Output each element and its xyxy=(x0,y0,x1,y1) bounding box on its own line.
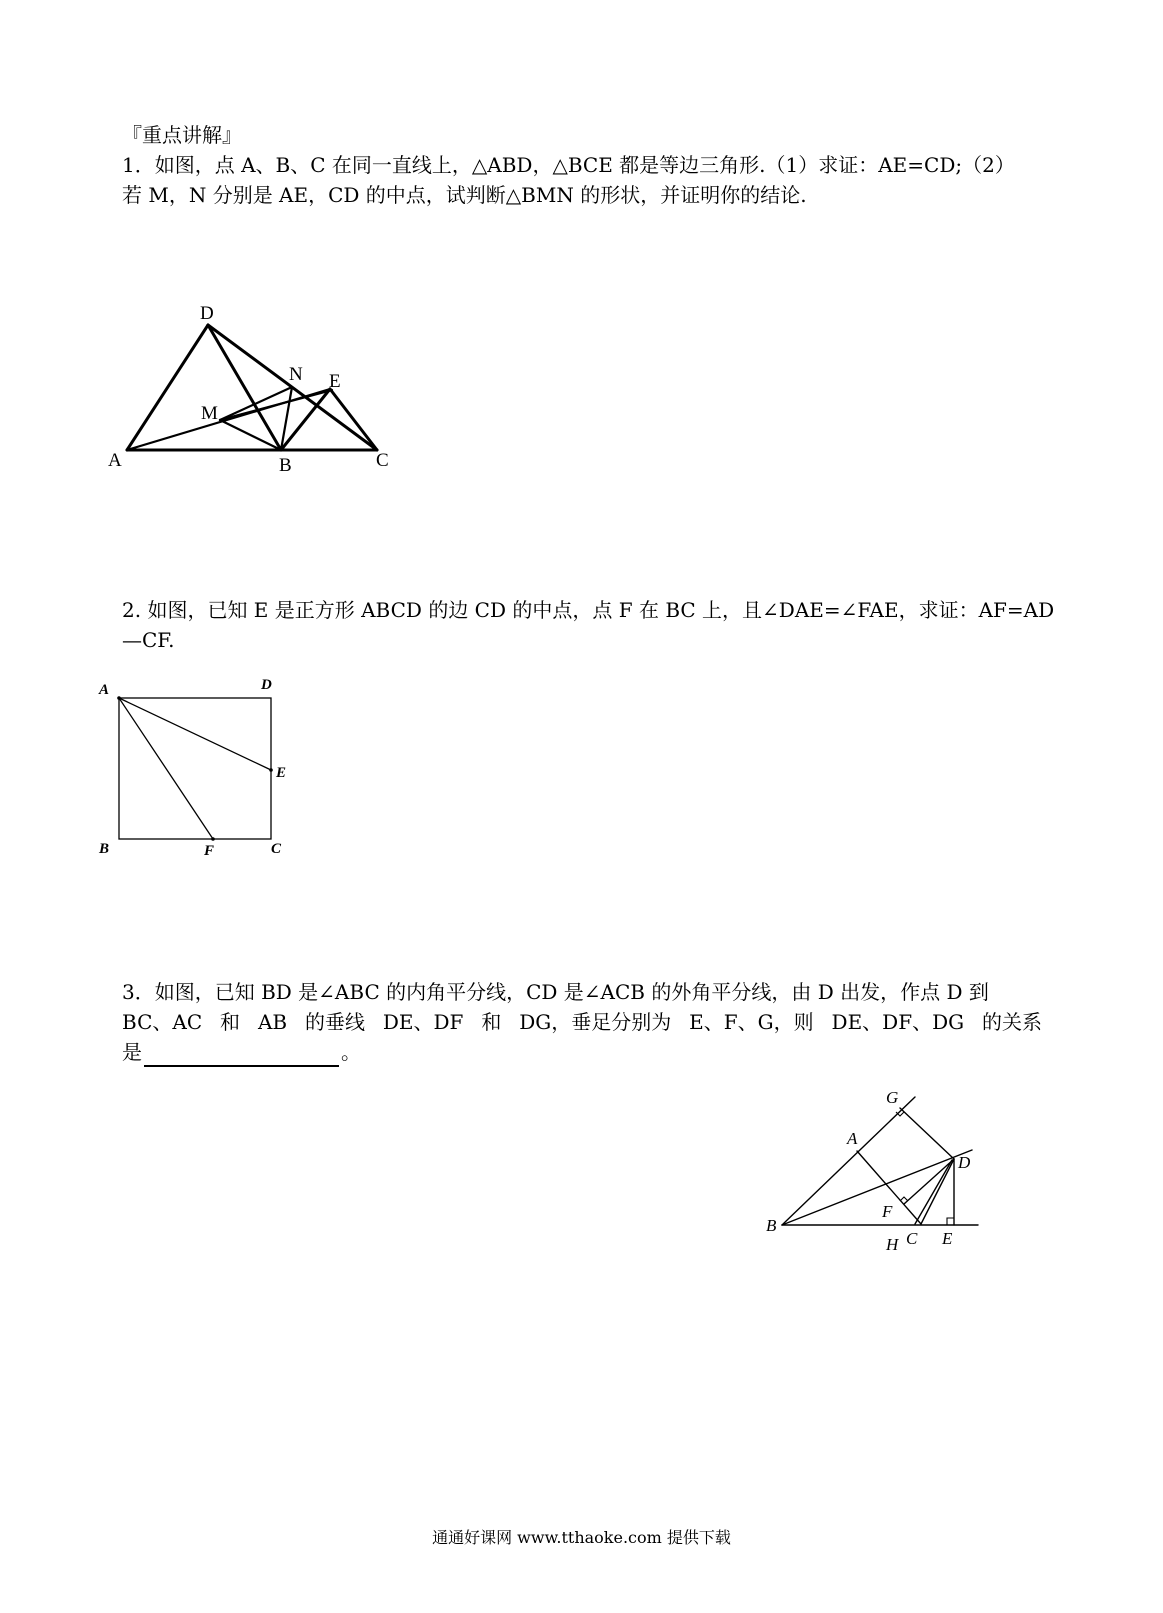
problem-1-figure xyxy=(100,295,410,485)
p3-word-6: 和 xyxy=(481,1010,502,1034)
label-A: A xyxy=(108,450,122,471)
answer-blank[interactable] xyxy=(144,1043,339,1067)
right-angle-E xyxy=(947,1218,954,1225)
point-F xyxy=(211,837,215,841)
p3-word-10: 的关系 xyxy=(982,1010,1042,1034)
problem-2-line-1: 2. 如图，已知 E 是正方形 ABCD 的边 CD 的中点，点 F 在 BC 上，且∠DAE=∠FAE，求证：AF=AD xyxy=(122,598,1055,622)
problem-3-figure xyxy=(760,1080,990,1260)
p3-word-8: E、F、G，则 xyxy=(689,1010,814,1034)
right-angle-F xyxy=(900,1197,908,1201)
line-BD-extended xyxy=(782,1150,972,1225)
p3-word-4: 的垂线 xyxy=(304,1010,365,1034)
segment-AF xyxy=(119,698,213,839)
label-G: G xyxy=(886,1088,899,1107)
segment-AE xyxy=(119,698,271,770)
problem-1-text xyxy=(122,150,1042,210)
segment-DF xyxy=(904,1159,954,1204)
problem-3-line-3 xyxy=(122,1037,1042,1067)
section-heading: 『重点讲解』 xyxy=(122,123,242,147)
label-A: A xyxy=(847,1129,858,1148)
p3-line3-suffix: 。 xyxy=(341,1040,361,1064)
problem-2-line-2: —CF. xyxy=(122,628,175,652)
segment-AD xyxy=(127,325,208,450)
line-BG-extended xyxy=(782,1097,915,1225)
label-H: H xyxy=(886,1235,899,1254)
p3-word-5: DE、DF xyxy=(382,1010,464,1034)
label-F: F xyxy=(882,1202,893,1221)
problem-2-text xyxy=(122,595,1055,655)
label-C: C xyxy=(906,1229,918,1248)
problem-1-line-1: 1．如图，点 A、B、C 在同一直线上，△ABD，△BCE 都是等边三角形.（1）求证：AE=CD;（2） xyxy=(122,153,1015,177)
p3-word-2: 和 xyxy=(220,1010,241,1034)
p3-word-7: DG，垂足分别为 xyxy=(519,1010,672,1034)
label-D: D xyxy=(958,1153,971,1172)
label-F: F xyxy=(204,843,215,859)
label-N: N xyxy=(289,364,303,385)
label-B: B xyxy=(279,455,292,476)
problem-2-figure xyxy=(95,675,305,865)
label-B: B xyxy=(766,1216,777,1235)
point-A xyxy=(117,696,121,700)
point-E xyxy=(269,768,273,772)
problem-3-line-1: 3．如图，已知 BD 是∠ABC 的内角平分线，CD 是∠ACB 的外角平分线，由 D 出发，作点 D 到 xyxy=(122,980,989,1004)
label-B: B xyxy=(99,841,110,857)
label-C: C xyxy=(376,450,389,471)
label-E: E xyxy=(276,765,287,781)
p3-word-9: DE、DF、DG xyxy=(831,1010,965,1034)
label-D: D xyxy=(261,677,272,693)
segment-GD xyxy=(900,1108,954,1159)
p3-line3-prefix: 是 xyxy=(122,1040,142,1064)
square-ABCD xyxy=(119,698,271,839)
p3-word-1: BC、AC xyxy=(122,1010,203,1034)
problem-3-text xyxy=(122,977,1042,1067)
label-A: A xyxy=(99,682,110,698)
label-M: M xyxy=(201,403,218,424)
label-C: C xyxy=(271,841,282,857)
label-D: D xyxy=(200,303,214,324)
label-E: E xyxy=(942,1229,953,1248)
page-footer: 通通好课网 www.tthaoke.com 提供下载 xyxy=(432,1528,731,1547)
label-E: E xyxy=(329,371,341,392)
p3-word-3: AB xyxy=(257,1010,288,1034)
problem-1-line-2: 若 M，N 分别是 AE，CD 的中点，试判断△BMN 的形状，并证明你的结论. xyxy=(122,183,807,207)
problem-3-line-2 xyxy=(122,1007,1042,1037)
